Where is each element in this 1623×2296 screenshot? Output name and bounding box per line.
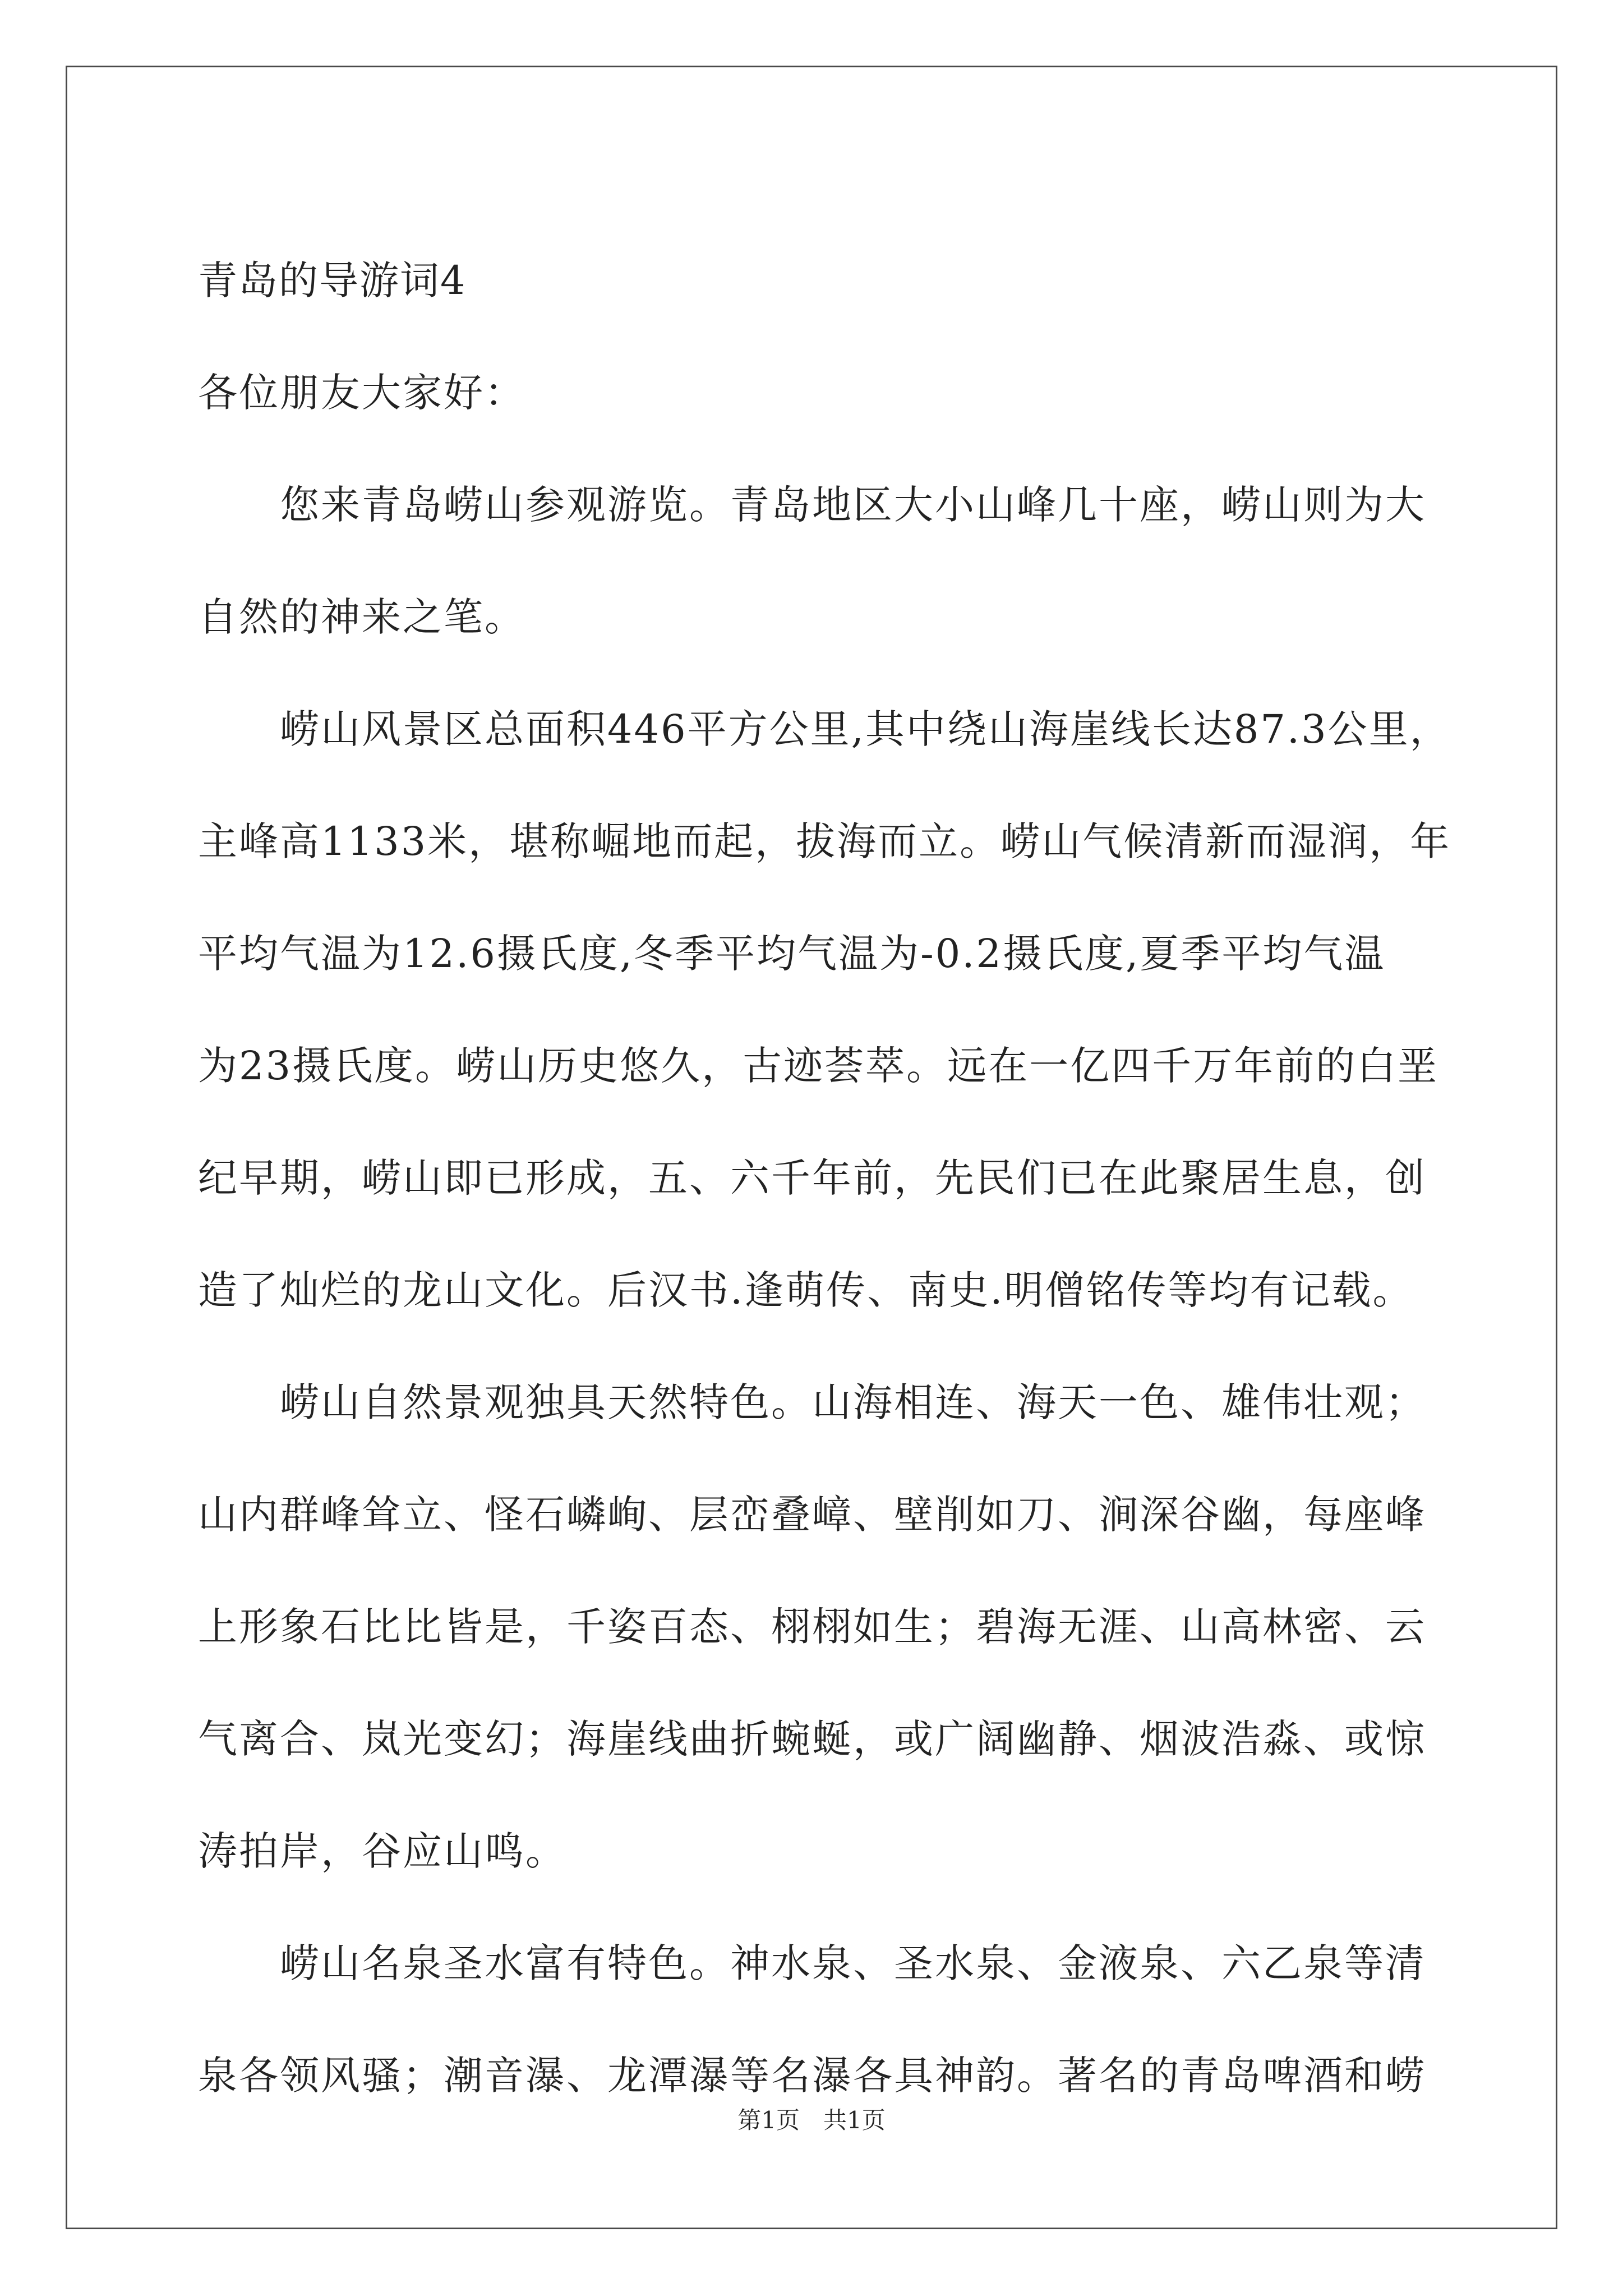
text-line: 平均气温为12.6摄氏度,冬季平均气温为-0.2摄氏度,夏季平均气温 [198, 931, 1386, 977]
text-line: 纪早期，崂山即已形成，五、六千年前，先民们已在此聚居生息，创 [198, 1155, 1426, 1201]
document-body [198, 224, 1451, 2132]
text-line: 造了灿烂的龙山文化。后汉书.逢萌传、南史.明僧铭传等均有记载。 [198, 1267, 1414, 1313]
text-line: 各位朋友大家好： [198, 370, 525, 416]
text-line: 泉各领风骚；潮音瀑、龙潭瀑等名瀑各具神韵。著名的青岛啤酒和崂 [198, 2053, 1426, 2099]
text-line: 气离合、岚光变幻；海崖线曲折蜿蜒，或广阔幽静、烟波浩淼、或惊 [198, 1716, 1426, 1762]
page-number-footer: 第1页 共1页 [737, 2106, 886, 2134]
text-line: 主峰高1133米，堪称崛地而起，拔海而立。崂山气候清新而湿润，年 [198, 818, 1451, 864]
text-line: 崂山自然景观独具天然特色。山海相连、海天一色、雄伟壮观； [198, 1379, 1426, 1425]
text-line: 为23摄氏度。崂山历史悠久，古迹荟萃。远在一亿四千万年前的白垩 [198, 1043, 1439, 1089]
text-line: 您来青岛崂山参观游览。青岛地区大小山峰几十座，崂山则为大 [198, 482, 1426, 528]
text-line: 自然的神来之笔。 [198, 594, 525, 640]
document-title: 青岛的导游词4 [198, 257, 467, 303]
text-line: 山内群峰耸立、怪石嶙峋、层峦叠嶂、壁削如刀、涧深谷幽，每座峰 [198, 1492, 1426, 1538]
text-line: 涛拍岸，谷应山鸣。 [198, 1828, 566, 1874]
text-line: 崂山风景区总面积446平方公里,其中绕山海崖线长达87.3公里， [198, 706, 1451, 752]
text-line: 崂山名泉圣水富有特色。神水泉、圣水泉、金液泉、六乙泉等清 [198, 1940, 1426, 1986]
text-line: 上形象石比比皆是，千姿百态、栩栩如生；碧海无涯、山高林密、云 [198, 1604, 1426, 1650]
